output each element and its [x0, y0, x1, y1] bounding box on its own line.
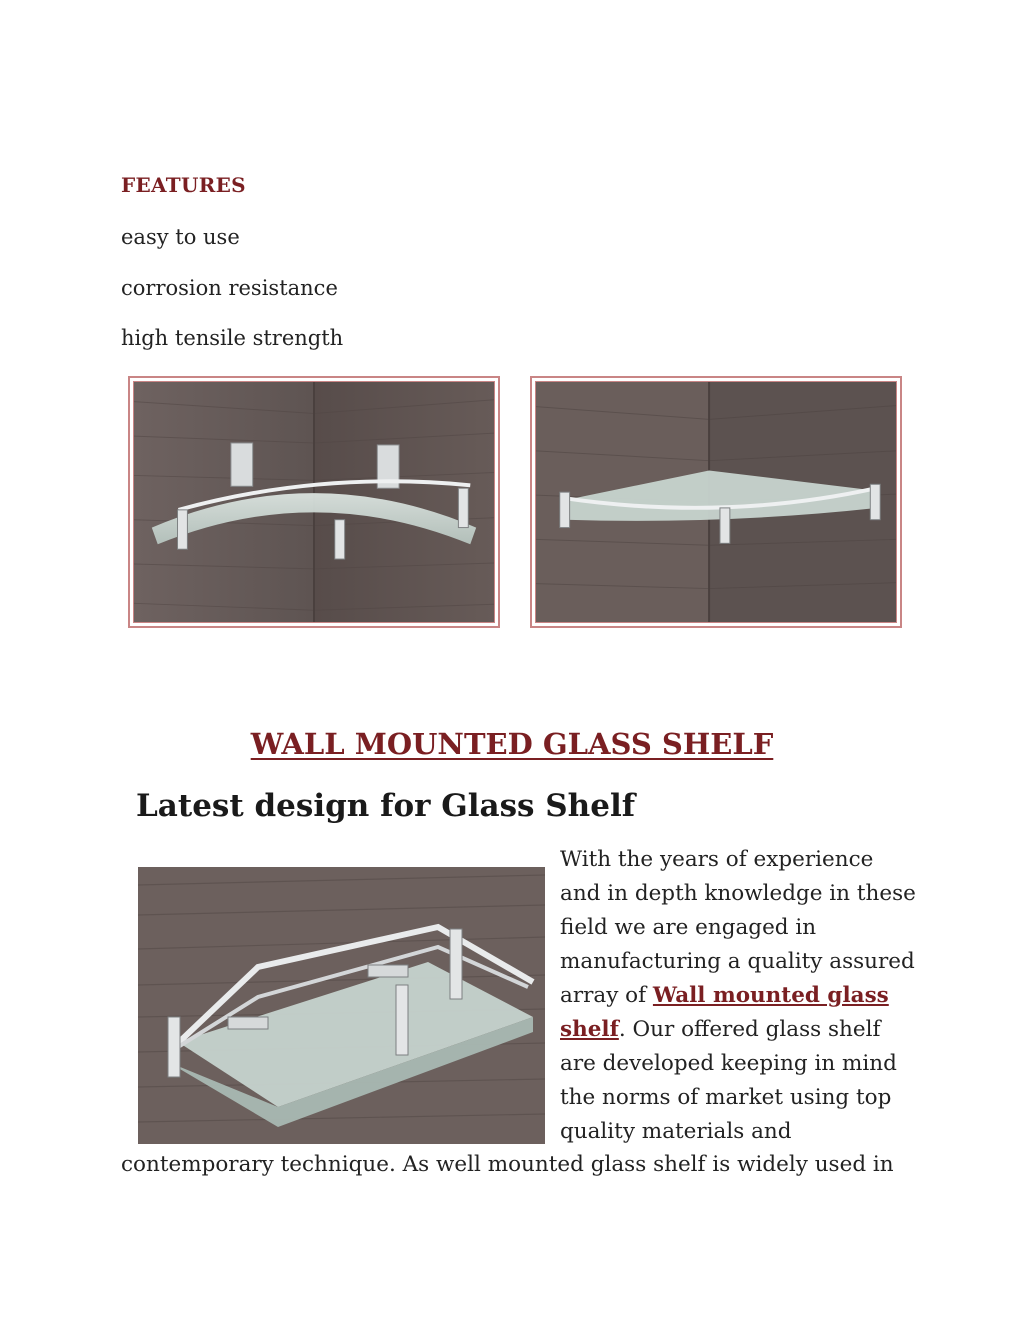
corner-shelf-image	[536, 382, 896, 622]
corner-shelf-photo-1	[128, 376, 500, 628]
section-title: WALL MOUNTED GLASS SHELF	[250, 727, 774, 761]
corner-shelf-image	[134, 382, 494, 622]
feature-item-easy-to-use: easy to use	[121, 225, 240, 249]
description-paragraph	[560, 843, 920, 1149]
description-text-2: . Our offered glass shelf are developed keeping in mind the norms of market using top quality materials and	[560, 1017, 897, 1144]
feature-item-corrosion-resistance: corrosion resistance	[121, 276, 338, 300]
rectangular-shelf-photo	[138, 867, 545, 1144]
description-continuation: contemporary technique. As well mounted glass shelf is widely used in	[121, 1152, 894, 1177]
feature-item-high-tensile-strength: high tensile strength	[121, 326, 344, 350]
corner-shelf-photo-2	[530, 376, 902, 628]
description-text-1: With the years of experience and in depth knowledge in these field we are engaged in manufacturing a quality assured array of	[560, 847, 916, 1008]
features-heading: FEATURES	[121, 173, 246, 197]
wall-mounted-glass-shelf-link[interactable]: Wall mounted glass shelf	[560, 983, 889, 1042]
section-subtitle: Latest design for Glass Shelf	[136, 788, 636, 824]
rectangular-shelf-image	[138, 867, 545, 1144]
